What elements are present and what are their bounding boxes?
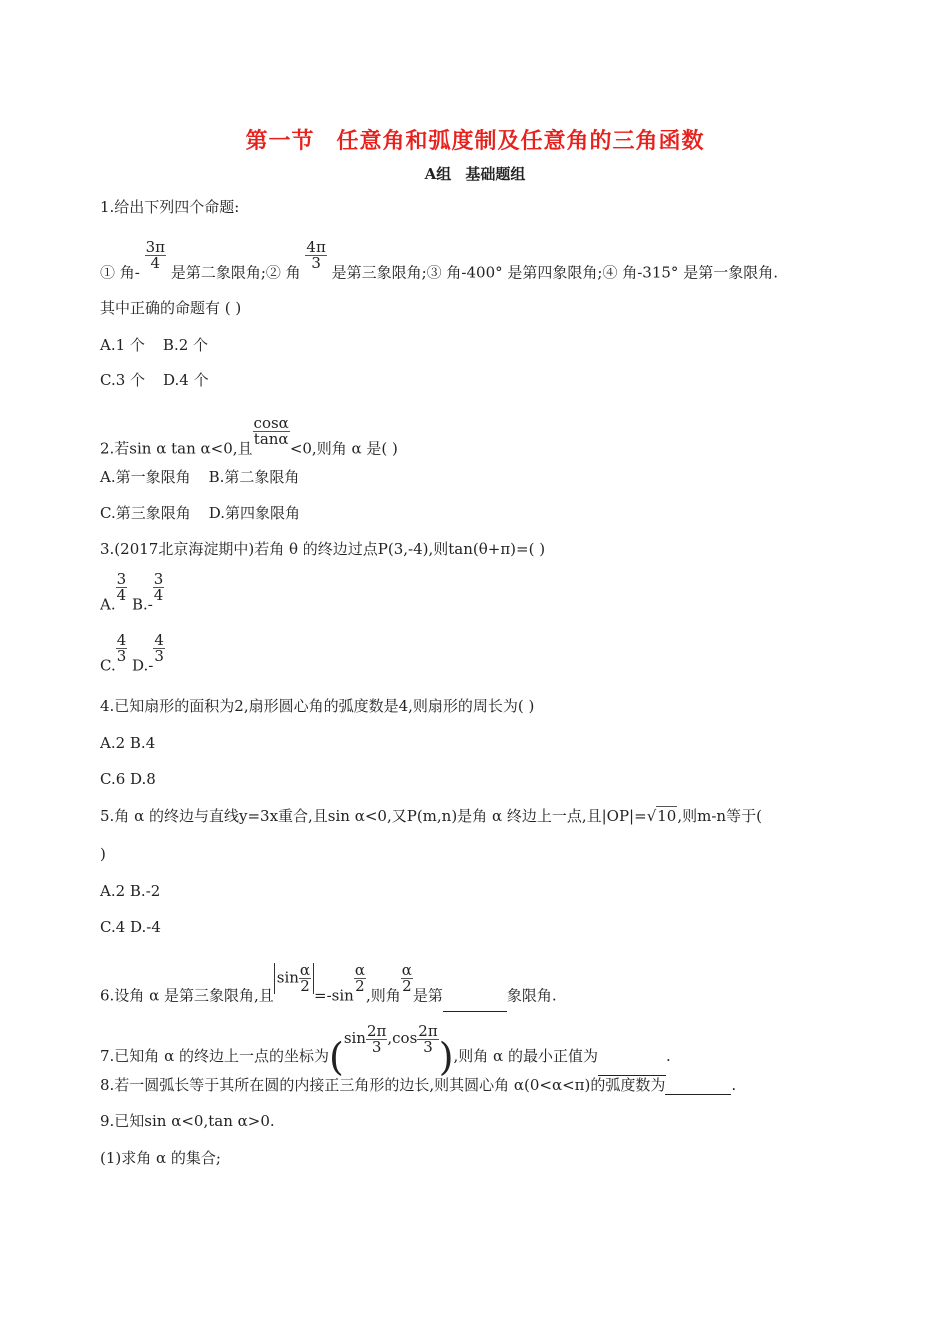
q1-options-cd xyxy=(100,370,209,390)
fraction-cos-over-tan: $\frac{\cos\alpha}{\tan\alpha}$ xyxy=(253,414,289,448)
q4-options-cd[interactable]: C.6 D.8 xyxy=(100,770,156,788)
answer-blank[interactable] xyxy=(598,1061,666,1076)
q3-options-cd: C. $\frac{4}{3}$ D.- $\frac{4}{3}$ xyxy=(100,631,164,675)
group-heading xyxy=(0,163,950,184)
q7-stem: 7.已知角 α 的终边上一点的坐标为(sin $\frac{2\pi}{3}$ ,cos $\frac{2\pi}{3}$ ),则角 α 的最小正值为 . xyxy=(100,1021,671,1079)
option-b[interactable]: B.- xyxy=(131,595,153,614)
q2-options-cd xyxy=(100,503,300,523)
q1-options-ab xyxy=(100,335,208,355)
q1-stem: 1.给出下列四个命题: xyxy=(100,198,240,216)
option-a[interactable]: A.1 个 xyxy=(100,336,145,354)
option-a[interactable]: A. xyxy=(100,595,116,614)
answer-blank[interactable] xyxy=(443,997,507,1012)
q9-stem: 9.已知sin α<0,tan α>0. xyxy=(100,1112,275,1130)
q1-ask: 其中正确的命题有 ( ) xyxy=(100,299,242,317)
q5-stem: 5.角 α 的终边与直线y=3x重合,且sin α<0,又P(m,n)是角 α 终边上一点,且|OP|=√10,则m-n等于( xyxy=(100,807,762,825)
option-c[interactable]: C.3 个 xyxy=(100,371,146,389)
option-c[interactable]: C. xyxy=(100,656,116,675)
title-section-number: 第一节 xyxy=(245,128,315,154)
q1-propositions: ① 角- $\frac{3\pi}{4}$ 是第二象限角;② 角 $\frac{4\pi}{3}$ 是第三象限角;③ 角-400° 是第四象限角;④ 角-315° 是第一象限角. xyxy=(100,238,778,282)
q2-stem: 2.若sin α tan α<0,且 $\frac{\cos\alpha}{\tan\alpha}$ <0,则角 α 是( ) xyxy=(100,414,398,458)
section-title xyxy=(0,124,950,155)
q3-options-ab: A. $\frac{3}{4}$ B.- $\frac{3}{4}$ xyxy=(100,570,164,614)
option-c[interactable]: C.第三象限角 xyxy=(100,504,191,522)
title-topic: 任意角和弧度制及任意角的三角函数 xyxy=(336,128,705,154)
q5-options-cd[interactable]: C.4 D.-4 xyxy=(100,918,161,936)
group-name: 基础题组 xyxy=(465,165,526,183)
sqrt-10: √10 xyxy=(646,807,677,825)
option-a[interactable]: A.第一象限角 xyxy=(100,468,191,486)
option-b[interactable]: B.2 个 xyxy=(162,336,209,354)
q4-stem: 4.已知扇形的面积为2,扇形圆心角的弧度数是4,则扇形的周长为( ) xyxy=(100,697,535,715)
q5-stem-line2: ) xyxy=(100,845,106,863)
option-d[interactable]: D.4 个 xyxy=(163,371,209,389)
coordinate-point: sin $\frac{2\pi}{3}$ ,cos $\frac{2\pi}{3}$ xyxy=(343,1021,438,1056)
q2-options-ab xyxy=(100,467,299,487)
q3-stem: 3.(2017北京海淀期中)若角 θ 的终边过点P(3,-4),则tan(θ+π)=( ) xyxy=(100,540,546,558)
q5-options-ab[interactable]: A.2 B.-2 xyxy=(100,882,161,900)
q4-options-ab[interactable]: A.2 B.4 xyxy=(100,734,156,752)
option-b[interactable]: B.第二象限角 xyxy=(208,468,300,486)
answer-blank[interactable] xyxy=(665,1080,731,1095)
fraction-3pi-over-4: $\frac{3\pi}{4}$ xyxy=(145,238,166,272)
fraction-4pi-over-3: $\frac{4\pi}{3}$ xyxy=(306,238,326,272)
option-d[interactable]: D.- xyxy=(132,656,154,675)
q6-stem: 6.设角 α 是第三象限角,且sin $\frac{\alpha}{2}$ =-sin $\frac{\alpha}{2}$ ,则角 $\frac{\alpha}{2}$ 是第 象限角. xyxy=(100,981,557,1012)
q9-part1: (1)求角 α 的集合; xyxy=(100,1149,221,1167)
group-label: A组 xyxy=(424,165,452,183)
option-d[interactable]: D.第四象限角 xyxy=(208,504,300,522)
q8-stem: 8.若一圆弧长等于其所在圆的内接正三角形的边长,则其圆心角 α(0<α<π)的弧度数为 . xyxy=(100,1076,737,1094)
absolute-value: sin $\frac{\alpha}{2}$ xyxy=(274,963,314,994)
